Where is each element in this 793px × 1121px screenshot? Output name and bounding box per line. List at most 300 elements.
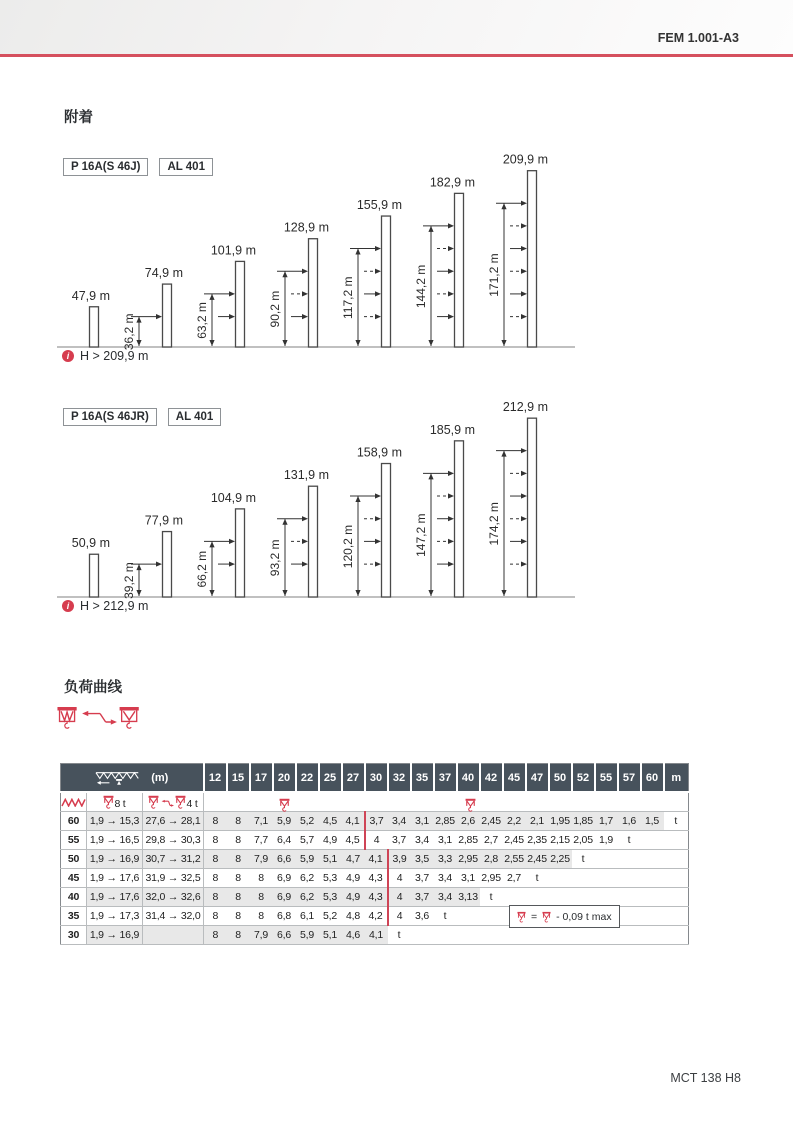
reeving-change-icon: [56, 706, 144, 743]
range-4t-cell: 27,6 → 28,1: [143, 812, 204, 831]
anchor-height-label: 144,2 m: [414, 264, 428, 309]
anchor-arrowhead: [521, 471, 527, 476]
tower-height-label: 155,9 m: [356, 198, 402, 213]
anchor-arrowhead: [229, 314, 235, 319]
dimension-arrowhead-bottom: [136, 590, 141, 596]
model-badges: [63, 408, 221, 426]
tower-height-label: 77,9 m: [144, 513, 183, 528]
tower-height-label: 182,9 m: [429, 175, 475, 190]
load-value-cell: 3,7: [365, 812, 388, 831]
load-value-cell: [664, 888, 689, 907]
tower-height-label: 104,9 m: [210, 490, 256, 505]
anchor-arrowhead: [448, 516, 454, 521]
load-value-cell: 2,85: [434, 812, 457, 831]
info-icon: i: [62, 600, 74, 612]
mast-tower: [236, 261, 245, 347]
anchor-arrowhead: [375, 539, 381, 544]
load-value-cell: 7,9: [250, 850, 273, 869]
load-value-cell: 4,2: [365, 907, 388, 926]
reeving-span-cell: [204, 792, 689, 812]
column-header-25: 25: [319, 764, 342, 793]
anchor-height-label: 39,2 m: [122, 562, 136, 599]
load-value-cell: 4,8: [342, 907, 365, 926]
load-value-cell: 2,7: [503, 869, 526, 888]
load-value-cell: [618, 907, 641, 926]
anchor-height-label: 120,2 m: [341, 524, 355, 569]
load-value-cell: 3,13: [457, 888, 480, 907]
load-value-cell: [595, 869, 618, 888]
dimension-arrowhead-bottom: [209, 590, 214, 596]
load-value-cell: 2,45: [526, 850, 549, 869]
hook-icon: [175, 795, 186, 809]
jib-zigzag-icon: [61, 798, 87, 807]
load-value-cell: 8: [204, 907, 227, 926]
range-4t-cell: 29,8 → 30,3: [143, 831, 204, 850]
range-4t-cell: 31,4 → 32,0: [143, 907, 204, 926]
anchor-arrowhead: [448, 561, 454, 566]
legend-text: - 0,09 t max: [556, 910, 612, 923]
load-value-cell: [641, 888, 664, 907]
anchor-height-label: 90,2 m: [268, 290, 282, 328]
load-value-cell: [572, 926, 595, 945]
load-value-cell: 5,9: [296, 850, 319, 869]
legend-equals: =: [531, 910, 538, 923]
anchor-arrowhead: [375, 493, 381, 498]
load-value-cell: 4,3: [365, 869, 388, 888]
dimension-arrowhead-top: [428, 226, 433, 232]
reeving-swap-icon: [160, 799, 174, 808]
mode-4t-label: 4 t: [186, 797, 198, 810]
anchor-arrowhead: [375, 269, 381, 274]
load-value-cell: 8: [227, 869, 250, 888]
load-value-cell: 5,9: [273, 812, 296, 831]
mast-tower: [90, 307, 99, 347]
load-value-cell: 2,8: [480, 850, 503, 869]
model-badges: [63, 158, 213, 176]
load-value-cell: 2,95: [480, 869, 503, 888]
anchor-arrowhead: [521, 246, 527, 251]
load-value-cell: [641, 926, 664, 945]
load-value-cell: 4,9: [319, 831, 342, 850]
load-value-cell: [664, 831, 689, 850]
section-title-loadchart: 负荷曲线: [64, 680, 122, 696]
model-badge-anchor-frame: AL 401: [168, 408, 222, 426]
dimension-arrowhead-bottom: [428, 590, 433, 596]
column-header-17: 17: [250, 764, 273, 793]
load-value-cell: [641, 907, 664, 926]
load-value-cell: 8: [227, 812, 250, 831]
section-title-anchorage: 附着: [64, 110, 93, 126]
anchorage-diagram-2: [0, 400, 740, 615]
info-note-text: H > 209,9 m: [80, 349, 149, 363]
model-badge-anchor-frame: AL 401: [159, 158, 213, 176]
load-value-cell: 3,1: [411, 812, 434, 831]
load-value-cell: [572, 888, 595, 907]
jib-length-cell: 55: [61, 831, 87, 850]
column-header-60: 60: [641, 764, 664, 793]
load-value-cell: 3,1: [434, 831, 457, 850]
header-red-rule: [0, 54, 793, 57]
dimension-arrowhead-bottom: [282, 590, 287, 596]
column-header-22: 22: [296, 764, 319, 793]
load-value-cell: 5,3: [319, 869, 342, 888]
column-header-37: 37: [434, 764, 457, 793]
load-value-cell: 2,05: [572, 831, 595, 850]
load-value-cell: 2,55: [503, 850, 526, 869]
footer-doc-code: MCT 138 H8: [670, 1071, 741, 1085]
load-row-50: [61, 850, 689, 869]
header-jib-length-cell: [61, 764, 204, 793]
load-value-cell: 3,4: [388, 812, 411, 831]
info-note: [62, 599, 148, 613]
load-value-cell: 8: [204, 850, 227, 869]
load-value-cell: 3,9: [388, 850, 411, 869]
anchor-arrowhead: [521, 201, 527, 206]
load-value-cell: 1,9: [595, 831, 618, 850]
load-row-45: [61, 869, 689, 888]
range-8t-cell: 1,9 → 16,5: [87, 831, 143, 850]
load-value-cell: 6,9: [273, 869, 296, 888]
load-value-cell: 6,4: [273, 831, 296, 850]
dimension-arrowhead-top: [136, 317, 141, 323]
model-badge-mast: P 16A(S 46JR): [63, 408, 157, 426]
load-value-cell: [480, 907, 503, 926]
load-value-cell: 5,9: [296, 926, 319, 945]
jib-length-cell: 45: [61, 869, 87, 888]
load-value-cell: 4,1: [365, 850, 388, 869]
dimension-arrowhead-top: [501, 451, 506, 457]
load-value-cell: 4,5: [342, 831, 365, 850]
load-value-cell: 5,7: [296, 831, 319, 850]
load-value-cell: 2,85: [457, 831, 480, 850]
anchor-arrowhead: [448, 246, 454, 251]
load-value-cell: 8: [227, 907, 250, 926]
anchor-arrowhead: [448, 471, 454, 476]
load-value-cell: [641, 850, 664, 869]
anchor-arrowhead: [521, 539, 527, 544]
column-header-12: 12: [204, 764, 227, 793]
model-badge-mast: P 16A(S 46J): [63, 158, 148, 176]
load-value-cell: 5,1: [319, 926, 342, 945]
load-value-cell: 2,15: [549, 831, 572, 850]
load-value-cell: 8: [204, 869, 227, 888]
anchor-arrowhead: [521, 493, 527, 498]
hook-icon: [279, 798, 290, 812]
load-value-cell: [641, 869, 664, 888]
load-value-cell: 8: [250, 869, 273, 888]
info-icon: i: [62, 350, 74, 362]
load-value-cell: [480, 926, 503, 945]
load-value-cell: 6,2: [296, 869, 319, 888]
column-header-47: 47: [526, 764, 549, 793]
anchor-height-label: 63,2 m: [195, 302, 209, 339]
jib-length-cell: 50: [61, 850, 87, 869]
anchor-arrowhead: [521, 314, 527, 319]
anchor-arrowhead: [375, 516, 381, 521]
column-header-32: 32: [388, 764, 411, 793]
load-value-cell: 4: [388, 869, 411, 888]
load-value-cell: 1,7: [595, 812, 618, 831]
load-row-55: [61, 831, 689, 850]
dimension-arrowhead-top: [209, 541, 214, 547]
load-value-cell: 8: [227, 850, 250, 869]
load-value-cell: [572, 869, 595, 888]
load-value-cell: 6,6: [273, 850, 296, 869]
anchorage-diagram-1: [0, 150, 740, 365]
load-note-legend: [509, 905, 620, 928]
column-header-50: 50: [549, 764, 572, 793]
load-value-cell: 6,8: [273, 907, 296, 926]
jib-length-cell: 35: [61, 907, 87, 926]
column-header-45: 45: [503, 764, 526, 793]
anchor-arrowhead: [302, 314, 308, 319]
load-value-cell: 8: [204, 812, 227, 831]
load-value-cell: [526, 926, 549, 945]
load-value-cell: 3,5: [411, 850, 434, 869]
load-value-cell: [618, 850, 641, 869]
load-row-60: [61, 812, 689, 831]
anchor-height-label: 66,2 m: [195, 550, 209, 588]
load-value-cell: [434, 926, 457, 945]
dimension-arrowhead-bottom: [355, 590, 360, 596]
load-value-cell: 8: [204, 926, 227, 945]
column-header-15: 15: [227, 764, 250, 793]
dimension-arrowhead-bottom: [282, 340, 287, 346]
anchor-arrowhead: [375, 561, 381, 566]
tower-height-label: 131,9 m: [283, 468, 329, 483]
hook-icon: [103, 795, 114, 809]
load-value-cell: 3,3: [434, 850, 457, 869]
load-value-cell: 3,4: [434, 869, 457, 888]
dimension-arrowhead-bottom: [501, 340, 506, 346]
load-value-cell: 4,5: [319, 812, 342, 831]
tower-height-label: 50,9 m: [71, 536, 110, 551]
load-value-cell: [664, 869, 689, 888]
dimension-arrowhead-bottom: [428, 340, 433, 346]
tower-height-label: 101,9 m: [210, 243, 256, 258]
load-value-cell: 2,35: [526, 831, 549, 850]
anchor-arrowhead: [521, 269, 527, 274]
load-value-cell: 6,6: [273, 926, 296, 945]
column-header-42: 42: [480, 764, 503, 793]
load-value-cell: 8: [227, 926, 250, 945]
load-value-cell: 5,1: [319, 850, 342, 869]
load-value-cell: [457, 907, 480, 926]
anchorage-diagram-2-svg: [0, 400, 740, 600]
load-value-cell: 6,1: [296, 907, 319, 926]
dimension-arrowhead-top: [428, 473, 433, 479]
load-row-30: [61, 926, 689, 945]
anchor-arrowhead: [521, 561, 527, 566]
load-value-cell: t: [664, 812, 689, 831]
mast-tower: [382, 216, 391, 347]
load-value-cell: 4: [388, 888, 411, 907]
mast-tower: [528, 418, 537, 597]
hook-icon: [465, 798, 476, 812]
column-header-57: 57: [618, 764, 641, 793]
load-value-cell: [411, 926, 434, 945]
load-value-cell: 4,1: [342, 812, 365, 831]
anchor-arrowhead: [229, 539, 235, 544]
tower-height-label: 158,9 m: [356, 445, 402, 460]
mast-tower: [382, 464, 391, 597]
load-value-cell: [664, 907, 689, 926]
load-value-cell: 2,1: [526, 812, 549, 831]
anchor-arrowhead: [521, 448, 527, 453]
load-value-cell: 7,9: [250, 926, 273, 945]
mode-8t-label: 8 t: [114, 797, 126, 810]
anchorage-diagram-1-svg: [0, 150, 740, 350]
mode-8t-cell: [87, 792, 143, 812]
load-value-cell: 3,6: [411, 907, 434, 926]
load-value-cell: [526, 888, 549, 907]
range-4t-cell: 32,0 → 32,6: [143, 888, 204, 907]
anchor-arrowhead: [302, 516, 308, 521]
load-value-cell: 2,6: [457, 812, 480, 831]
anchor-arrowhead: [229, 291, 235, 296]
anchor-arrowhead: [448, 223, 454, 228]
anchor-height-label: 174,2 m: [487, 502, 501, 546]
anchor-height-label: 147,2 m: [414, 513, 428, 557]
tower-height-label: 74,9 m: [144, 266, 183, 281]
tower-height-label: 47,9 m: [71, 288, 110, 303]
load-value-cell: 7,7: [250, 831, 273, 850]
header-doc-code: FEM 1.001-A3: [657, 31, 739, 45]
jib-zigzag-cell: [61, 792, 87, 812]
anchor-arrowhead: [156, 314, 162, 319]
load-value-cell: 6,2: [296, 888, 319, 907]
load-value-cell: 5,2: [296, 812, 319, 831]
anchor-arrowhead: [521, 291, 527, 296]
load-value-cell: 1,6: [618, 812, 641, 831]
mast-tower: [163, 532, 172, 597]
column-header-52: 52: [572, 764, 595, 793]
anchor-arrowhead: [375, 314, 381, 319]
range-8t-cell: 1,9 → 15,3: [87, 812, 143, 831]
load-value-cell: t: [480, 888, 503, 907]
load-value-cell: 6,9: [273, 888, 296, 907]
dimension-arrowhead-top: [355, 496, 360, 502]
anchor-arrowhead: [229, 561, 235, 566]
range-8t-cell: 1,9 → 16,9: [87, 926, 143, 945]
load-value-cell: 8: [250, 907, 273, 926]
anchor-arrowhead: [521, 516, 527, 521]
anchor-arrowhead: [302, 561, 308, 566]
load-value-cell: 1,5: [641, 812, 664, 831]
range-4t-cell: 30,7 → 31,2: [143, 850, 204, 869]
tower-height-label: 212,9 m: [502, 400, 548, 415]
tower-height-label: 128,9 m: [283, 220, 329, 235]
load-value-cell: 2,95: [457, 850, 480, 869]
load-value-cell: 4: [388, 907, 411, 926]
hook-icon: [517, 911, 526, 923]
load-value-cell: 8: [204, 831, 227, 850]
dimension-arrowhead-bottom: [209, 340, 214, 346]
column-header-55: 55: [595, 764, 618, 793]
load-value-cell: [595, 850, 618, 869]
load-value-cell: 5,3: [319, 888, 342, 907]
range-4t-cell: 31,9 → 32,5: [143, 869, 204, 888]
dimension-arrowhead-bottom: [355, 340, 360, 346]
anchor-height-label: 36,2 m: [122, 313, 136, 350]
column-header-30: 30: [365, 764, 388, 793]
load-value-cell: 4,9: [342, 888, 365, 907]
load-value-cell: [595, 926, 618, 945]
load-value-cell: [641, 831, 664, 850]
load-value-cell: [549, 869, 572, 888]
info-note-text: H > 212,9 m: [80, 599, 149, 613]
load-value-cell: [664, 926, 689, 945]
range-4t-cell: [143, 926, 204, 945]
jib-length-cell: 40: [61, 888, 87, 907]
load-value-cell: t: [526, 869, 549, 888]
load-row-40: [61, 888, 689, 907]
anchor-arrowhead: [448, 314, 454, 319]
anchor-height-label: 93,2 m: [268, 539, 282, 577]
dimension-arrowhead-top: [355, 249, 360, 255]
anchor-arrowhead: [302, 269, 308, 274]
jib-length-cell: 30: [61, 926, 87, 945]
load-value-cell: 2,2: [503, 812, 526, 831]
load-value-cell: 4,1: [365, 926, 388, 945]
mast-tower: [90, 554, 99, 597]
anchor-arrowhead: [448, 493, 454, 498]
load-value-cell: 3,4: [411, 831, 434, 850]
column-header-40: 40: [457, 764, 480, 793]
header-band: [0, 0, 793, 54]
load-value-cell: t: [618, 831, 641, 850]
load-value-cell: [457, 926, 480, 945]
anchor-arrowhead: [448, 269, 454, 274]
info-note: [62, 349, 148, 363]
anchor-arrowhead: [521, 223, 527, 228]
load-value-cell: 3,7: [388, 831, 411, 850]
reeving-row: [61, 792, 689, 812]
range-8t-cell: 1,9 → 17,6: [87, 888, 143, 907]
anchor-arrowhead: [375, 246, 381, 251]
load-value-cell: 1,95: [549, 812, 572, 831]
range-8t-cell: 1,9 → 16,9: [87, 850, 143, 869]
load-value-cell: [618, 869, 641, 888]
load-value-cell: 2,25: [549, 850, 572, 869]
load-value-cell: [618, 888, 641, 907]
load-value-cell: 2,7: [480, 831, 503, 850]
tower-height-label: 185,9 m: [429, 422, 475, 437]
load-value-cell: 4,6: [342, 926, 365, 945]
mast-tower: [455, 441, 464, 597]
load-value-cell: [549, 926, 572, 945]
load-value-cell: [503, 926, 526, 945]
mast-tower: [455, 193, 464, 347]
dimension-arrowhead-top: [136, 564, 141, 570]
unit-label: (m): [151, 771, 169, 784]
anchor-arrowhead: [156, 561, 162, 566]
load-value-cell: 4: [365, 831, 388, 850]
tower-height-label: 209,9 m: [502, 152, 548, 167]
load-value-cell: 5,2: [319, 907, 342, 926]
dimension-arrowhead-top: [282, 519, 287, 525]
load-value-cell: 2,45: [503, 831, 526, 850]
anchor-arrowhead: [375, 291, 381, 296]
dimension-arrowhead-top: [501, 203, 506, 209]
anchor-arrowhead: [302, 539, 308, 544]
mode-4t-cell: [143, 792, 204, 812]
load-value-cell: 1,85: [572, 812, 595, 831]
column-header-20: 20: [273, 764, 296, 793]
anchor-height-label: 117,2 m: [341, 276, 355, 320]
dimension-arrowhead-bottom: [136, 340, 141, 346]
anchor-arrowhead: [448, 539, 454, 544]
